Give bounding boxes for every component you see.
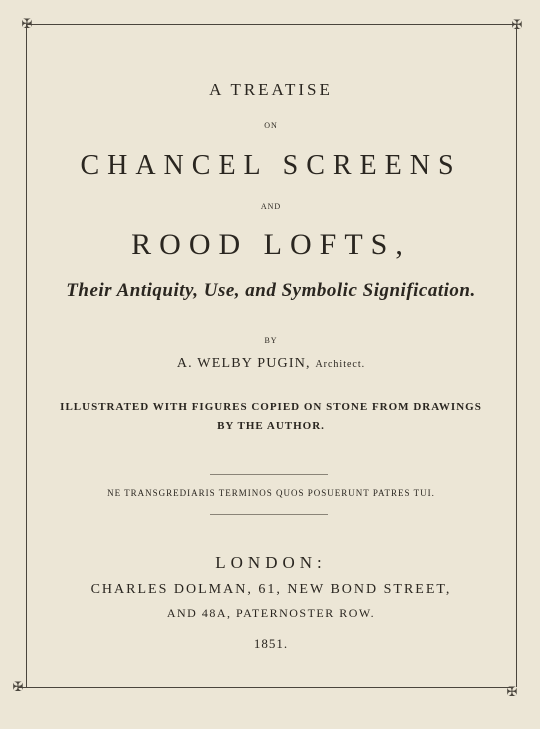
title-line-chancel-screens: CHANCEL SCREENS (80, 150, 462, 181)
author-line (26, 356, 516, 372)
author-name: A. WELBY PUGIN, (176, 356, 311, 371)
title-line-rood-lofts: ROOD LOFTS, (131, 228, 411, 261)
imprint-year: 1851. (253, 636, 289, 651)
motto: NE TRANSGREDIARIS TERMINOS QUOS POSUERUNT PATRES TUI. (107, 488, 435, 498)
illustrated-line-2: BY THE AUTHOR. (217, 420, 325, 432)
corner-ornament-icon: ✠ (12, 679, 24, 694)
subtitle: Their Antiquity, Use, and Symbolic Signification. (66, 280, 476, 301)
author-title: Architect. (315, 359, 366, 370)
title-word-on: ON (264, 121, 278, 130)
border-bottom-rule (18, 687, 513, 688)
publisher-line-1: CHARLES DOLMAN, 61, NEW BOND STREET, (90, 582, 452, 597)
imprint-place: LONDON: (215, 553, 327, 572)
border-right-rule (516, 24, 517, 687)
title-word-by: BY (264, 336, 278, 345)
motto-rule-top (210, 474, 328, 475)
publisher-line-2: AND 48A, PATERNOSTER ROW. (166, 606, 376, 620)
motto-rule-bottom (210, 514, 328, 515)
border-top-rule (26, 24, 517, 25)
corner-ornament-icon: ✠ (21, 16, 33, 31)
corner-ornament-icon: ✠ (511, 17, 523, 32)
title-line-treatise: A TREATISE (209, 80, 333, 99)
corner-ornament-icon: ✠ (506, 684, 518, 699)
illustrated-line-1: ILLUSTRATED WITH FIGURES COPIED ON STONE FROM DRAWINGS (60, 401, 482, 413)
title-word-and: AND (260, 202, 282, 211)
